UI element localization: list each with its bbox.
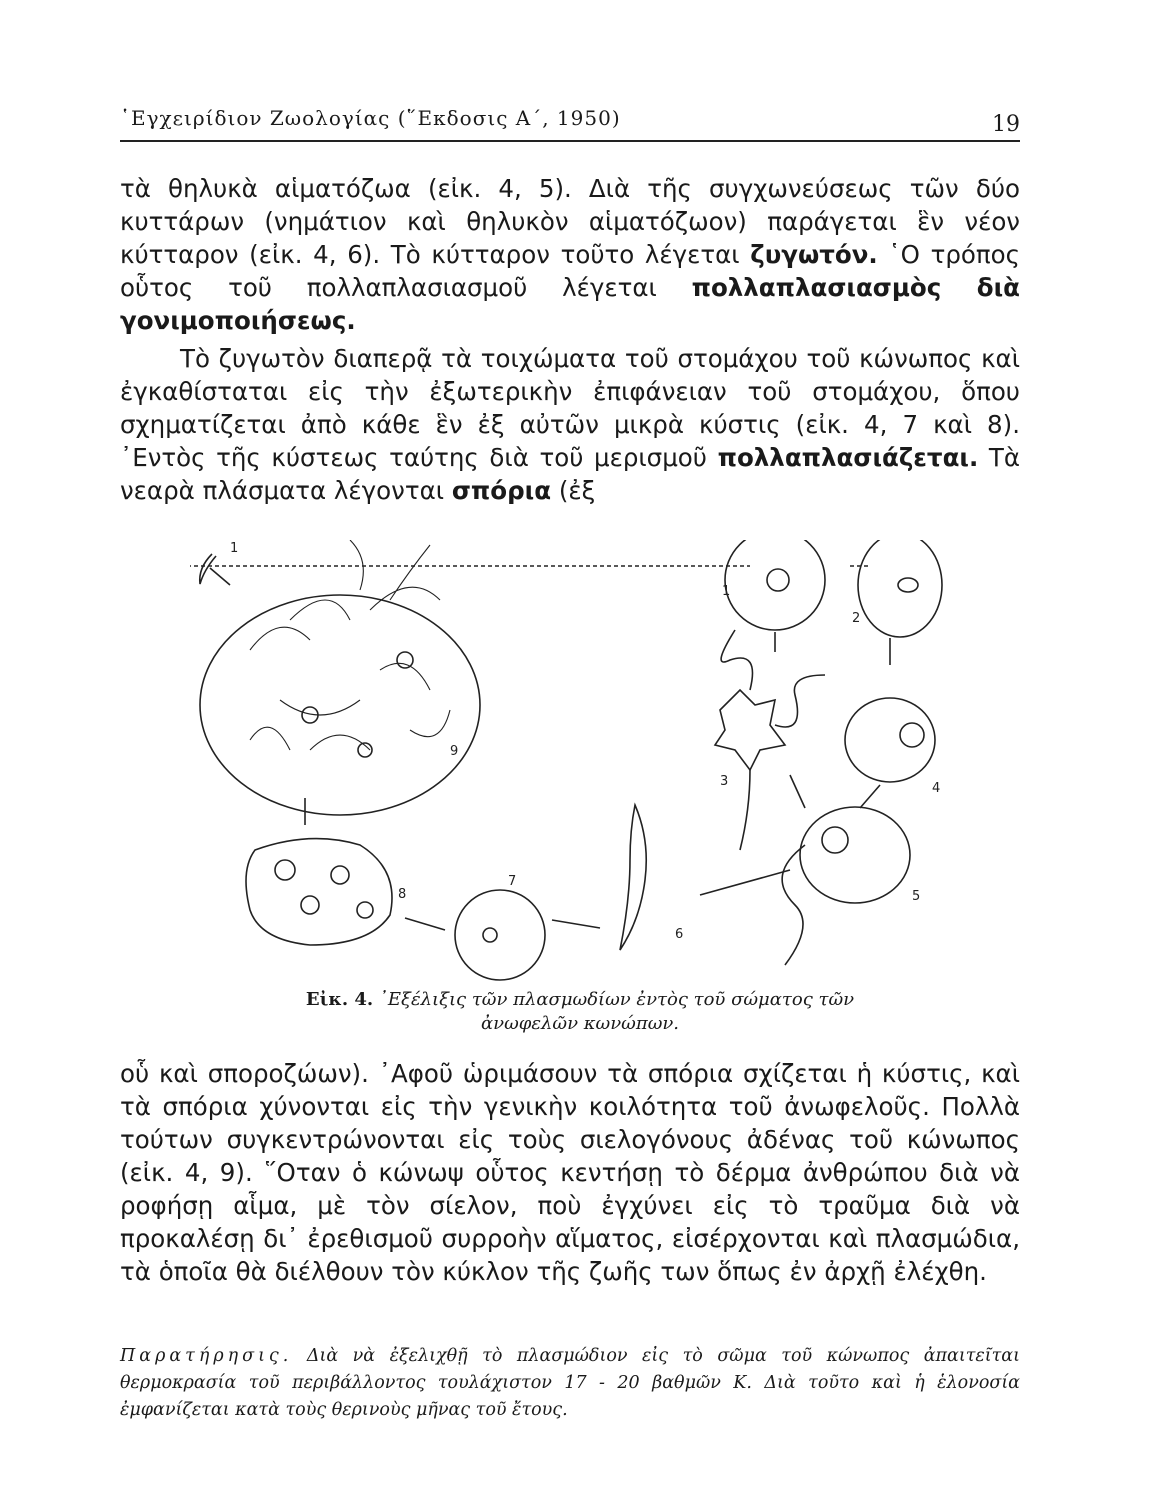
fig-label-5: 5 <box>912 889 921 904</box>
fig-label-9: 9 <box>450 744 459 759</box>
cyst-cell-1 <box>275 860 295 880</box>
arrow-7-to-8 <box>405 918 445 930</box>
paragraph-3 <box>120 1057 1020 1288</box>
cell-7-shape <box>455 890 545 980</box>
cyst-cell-4 <box>357 902 373 918</box>
paragraph-2 <box>120 342 1020 507</box>
cell-5-nucleus <box>822 827 848 853</box>
running-title: ῾Εγχειρίδιον Ζωολογίας (῞Εκδοσις Α΄, 1950) <box>120 106 621 130</box>
cell-3-shape <box>715 690 785 770</box>
ookinete-shape <box>620 805 646 950</box>
caption-text: ᾿Εξέλιξις τῶν πλασμωδίων ἐντὸς τοῦ σώματος τῶν ἀνωφελῶν κωνώπων. <box>378 989 855 1034</box>
term-zygote: ζυγωτόν. <box>750 240 878 269</box>
arrow-3-to-5 <box>790 775 805 808</box>
fig-label-1b: 1 <box>722 584 731 599</box>
plasmodium-lifecycle-illustration <box>190 540 1000 990</box>
fig-label-8: 8 <box>398 887 407 902</box>
cell-1-nucleus <box>767 569 789 591</box>
fig-label-3: 3 <box>720 774 729 789</box>
arrow-5-to-6 <box>700 870 790 895</box>
header-rule <box>120 140 1020 142</box>
arrow-4-to-5 <box>860 785 880 808</box>
cell-4-shape <box>845 698 935 782</box>
fig-label-4: 4 <box>932 781 941 796</box>
cyst-cell-3 <box>301 896 319 914</box>
gland-cell-2 <box>397 652 413 668</box>
cyst-cell-2 <box>331 866 349 884</box>
sporozoite-shape <box>200 554 216 584</box>
note-text: Διὰ νὰ ἐξελιχθῇ τὸ πλασμώδιον εἰς τὸ σῶμα τοῦ κώνωπος ἀπαιτεῖται θερμοκρασία τοῦ περιβάλλοντος τουλάχιστον 17 - 20 βαθμῶν Κ. Διὰ τοῦτο καὶ ἡ ἑλονοσία ἐμφανίζεται κατὰ τοὺς θερινοὺς μῆνας τοῦ ἔτους. <box>120 1346 1020 1420</box>
cell-5-flagellum <box>782 845 805 965</box>
cell-4-nucleus <box>900 723 924 747</box>
observation-note <box>120 1343 1020 1424</box>
cell-2-nucleus <box>898 578 918 592</box>
para2-text-a: Τὸ ζυγωτὸν διαπερᾷ τὰ τοιχώματα τοῦ στομάχου τοῦ κώνωπος καὶ ἐγκαθίσταται εἰς τὴν ἐξωτερικὴν ἐπιφάνειαν τοῦ στομάχου, ὅπου σχηματίζεται ἀπὸ κάθε ἓν ἐξ αὐτῶν μικρὰ κύστις (εἰκ. 4, 7 καὶ 8). ᾿Εντὸς τῆς κύστεως ταύτης διὰ τοῦ μερισμοῦ <box>120 344 1020 472</box>
cell-1-shape <box>725 540 825 630</box>
term-multiplies: πολλαπλασιάζεται. <box>717 443 979 472</box>
paragraph-1 <box>120 172 1020 337</box>
fig-label-1a: 1 <box>230 541 239 556</box>
fig-label-6: 6 <box>675 927 684 942</box>
para1-text-a: τὰ θηλυκὰ αἱματόζωα (εἰκ. 4, 5). Διὰ τῆς συγχωνεύσεως τῶν δύο κυττάρων (νημάτιον καὶ θηλυκὸν αἱματόζωον) παράγεται ἓν νέον κύτταρον (εἰκ. 4, 6). Τὸ κύτταρον τοῦτο λέγεται <box>120 174 1020 269</box>
arrow-6-to-7 <box>552 920 600 928</box>
salivary-gland-shape <box>200 595 480 815</box>
microgametes-flagella <box>721 630 825 850</box>
para2-text-b: Τὰ νεαρὰ πλάσματα λέγονται <box>120 443 1020 505</box>
caption-label: Εἰκ. 4. <box>305 989 374 1010</box>
cell-7-nucleus <box>483 928 497 942</box>
figure-caption <box>270 988 890 1036</box>
para1-text-b: ῾Ο τρόπος οὗτος τοῦ πολλαπλασιασμοῦ λέγεται <box>120 240 1020 302</box>
para2-text-c: (ἐξ <box>551 476 596 505</box>
page-header <box>120 100 1020 144</box>
term-sporia: σπόρια <box>451 476 552 505</box>
figure-plasmodium-cycle <box>190 540 1000 1010</box>
pointer-line <box>210 568 230 585</box>
fig-label-2: 2 <box>852 611 861 626</box>
page-number: 19 <box>992 112 1020 137</box>
para3-text: οὗ καὶ σποροζώων). ᾿Αφοῦ ὡριμάσουν τὰ σπόρια σχίζεται ἡ κύστις, καὶ τὰ σπόρια χύνονται εἰς τὴν γενικὴν κοιλότητα τοῦ ἀνωφελοῦς. Πολλὰ τούτων συγκεντρώνονται εἰς τοὺς σιελογόνους ἀδένας τοῦ κώνωπος (εἰκ. 4, 9). ῞Οταν ὁ κώνωψ οὗτος κεντήσῃ τὸ δέρμα ἀνθρώπου διὰ νὰ ροφήσῃ αἷμα, μὲ τὸν σίελον, ποὺ ἐγχύνει εἰς τὸ τραῦμα διὰ νὰ προκαλέσῃ δι᾿ ἐρεθισμοῦ συρροὴν αἵματος, εἰσέρχονται καὶ πλασμώδια, τὰ ὁποῖα θὰ διέλθουν τὸν κύκλον τῆς ζωῆς των ὅπως ἐν ἀρχῇ ἐλέχθη. <box>120 1059 1020 1286</box>
note-label: Παρατήρησις. <box>120 1346 293 1366</box>
cell-5-shape <box>800 807 910 903</box>
term-fertilization-multiplication: πολλαπλασιασμὸς διὰ γονιμοποιήσεως. <box>120 273 1020 335</box>
cyst-8-shape <box>246 839 392 945</box>
fig-label-7: 7 <box>508 874 517 889</box>
sporozoite-strands <box>250 540 450 750</box>
